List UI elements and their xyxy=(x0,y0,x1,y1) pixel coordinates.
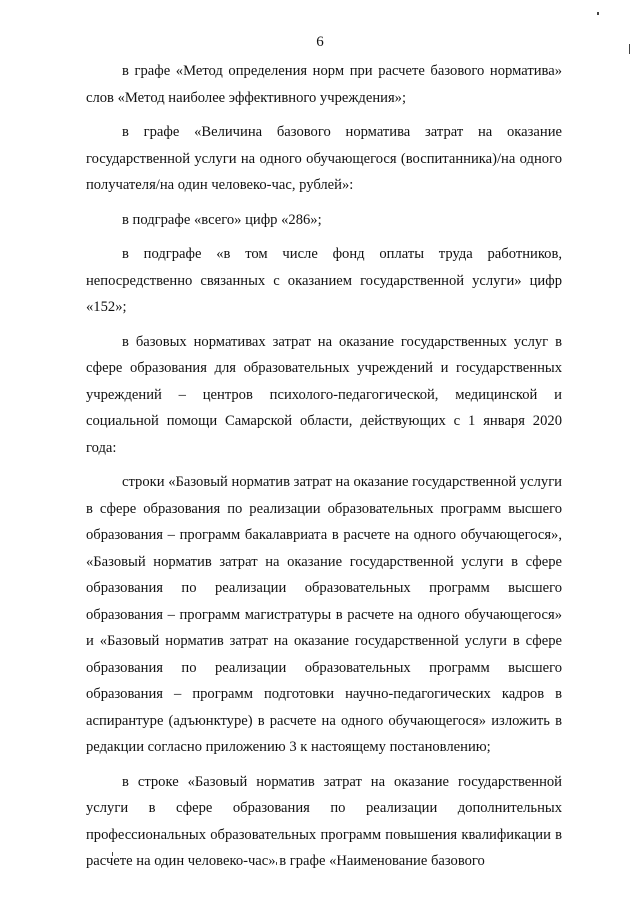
paragraph: в графе «Метод определения норм при расчете базового норматива» слов «Метод наиболее эффективного учреждения»; xyxy=(86,63,562,106)
paragraph: в подграфе «в том числе фонд оплаты труда работников, непосредственно связанных с оказанием государственной услуги» цифр «152»; xyxy=(86,246,562,315)
page-number: 6 xyxy=(316,34,324,50)
paragraph: в строке «Базовый норматив затрат на оказание государственной услуги в сфере образования по реализации дополнительных профессиональных образовательных программ повышения квалификации в расчете на один человеко-час» в графе «Наименование базового xyxy=(86,773,562,869)
scan-mark xyxy=(597,12,599,15)
paragraph: в подграфе «всего» цифр «286»; xyxy=(122,211,322,228)
paragraph: в базовых нормативах затрат на оказание государственных услуг в сфере образования для образовательных учреждений и государственных учреждений – центров психолого-педагогической, медицинской и социальной помощи Самарской области, действующих с 1 января 2020 года: xyxy=(86,333,562,456)
document-body xyxy=(86,58,562,883)
paragraph: в графе «Величина базового норматива затрат на оказание государственной услуги на одного обучающегося (воспитанника)/на одного получателя/на один человеко-час, рублей»: xyxy=(86,124,562,193)
paragraph: строки «Базовый норматив затрат на оказание государственной услуги в сфере образования по реализации образовательных программ высшего образования – программ бакалавриата в расчете на одного обучающегося», «Базовый норматив затрат на оказание государственной услуги в сфере образования по реализации образовательных программ высшего образования – программ магистратуры в расчете на одного обучающегося» и «Базовый норматив затрат на оказание государственной услуги в сфере образования по реализации образовательных программ высшего образования – программ подготовки научно-педагогических кадров в аспирантуре (адъюнктуре) в расчете на одного обучающегося» изложить в редакции согласно приложению 3 к настоящему постановлению; xyxy=(86,474,562,755)
